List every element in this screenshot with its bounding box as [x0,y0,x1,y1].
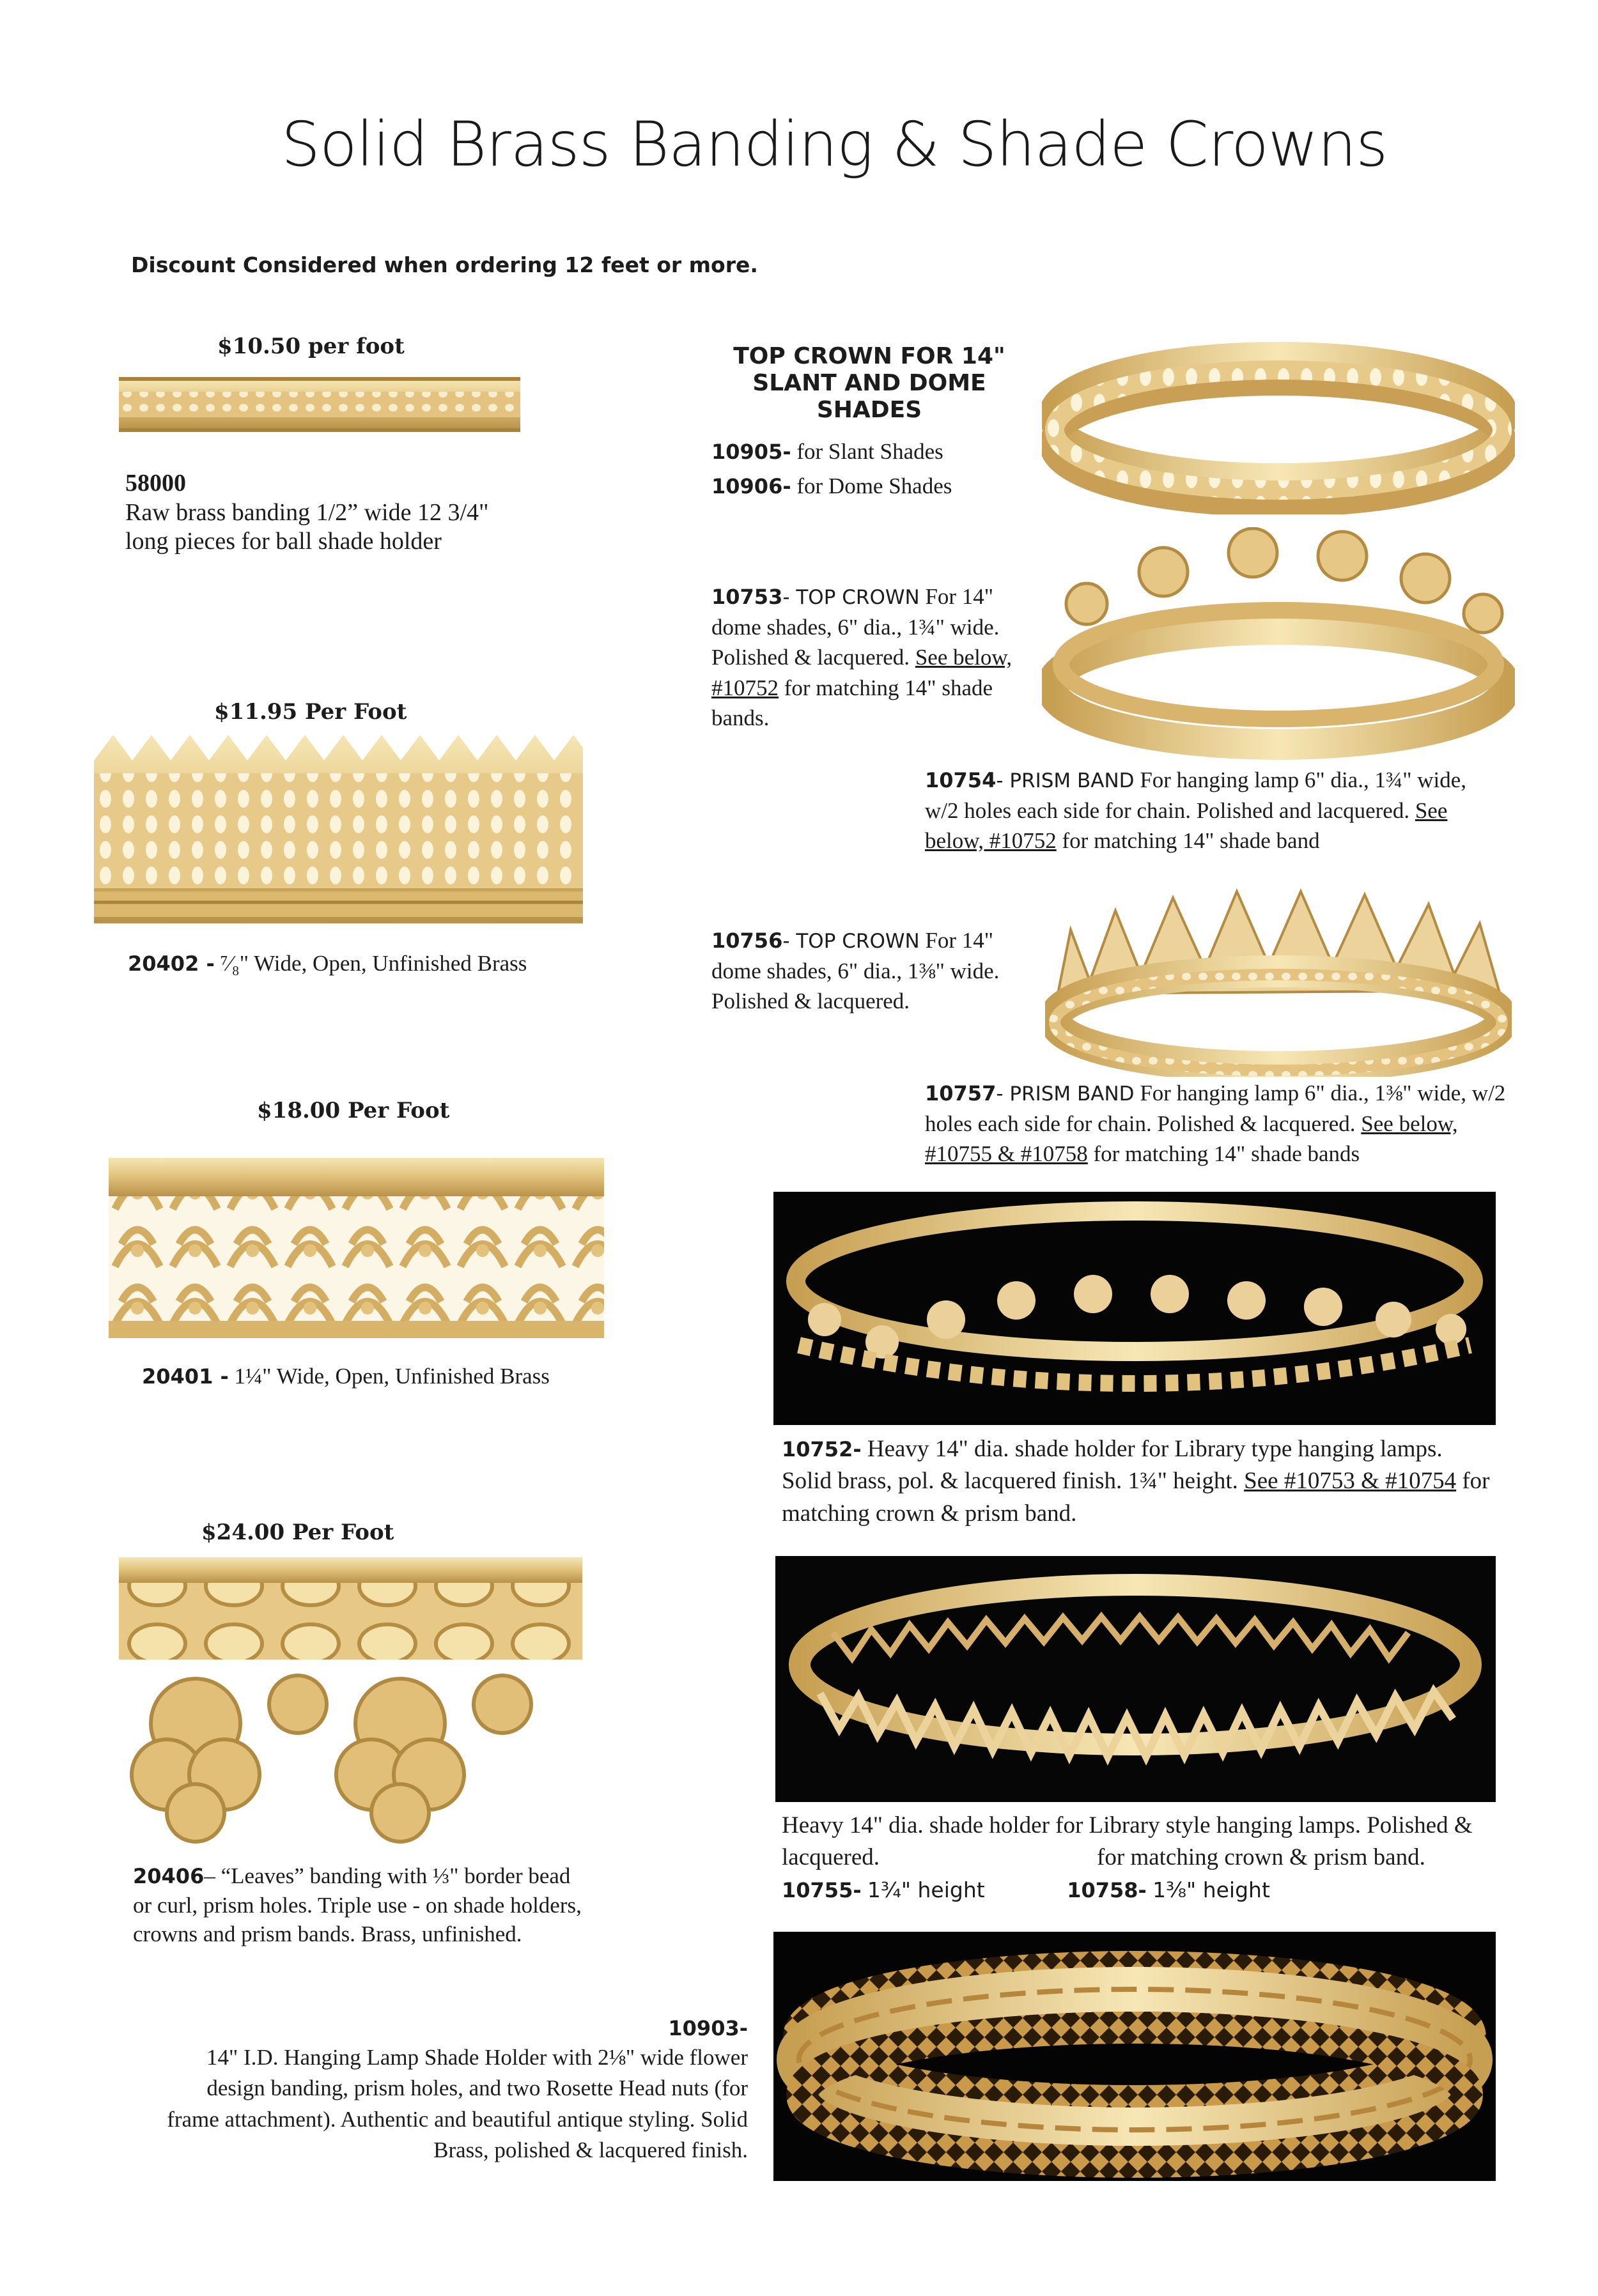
tail-10754: for matching 14" shade band [1062,828,1320,854]
desc-20406: – “Leaves” banding with ⅓" border bead or curl, prism holes. Triple use - on shade holders, crowns and prism bands. Brass, unfinished. [133,1863,582,1946]
item-10757 [925,1078,1513,1169]
sku-58000: 58000 [125,470,186,497]
desc-20401: 1¼" Wide, Open, Unfinished Brass [234,1364,550,1389]
brass-banding-photo [109,1158,604,1338]
sku-10753: 10753 [711,585,783,609]
desc-10753: For 14" dome shades, 6" dia., 1¾" wide. Polished & lacquered. [711,584,1000,670]
price-20406: $24.00 Per Foot [201,1520,394,1545]
item-10905-10906 [711,435,952,504]
desc-10905: for Slant Shades [796,439,943,464]
item-20402 [128,951,527,976]
link-10754[interactable]: See below, #10752 [925,797,1448,854]
label-10757: - PRISM BAND [996,1083,1135,1106]
sku-10906: 10906- [711,474,791,499]
discount-note: Discount Considered when ordering 12 feet or more. [131,252,758,277]
brass-banding-photo [119,1557,582,1848]
item-10755-10758 [782,1810,1498,1906]
desc2b-10755: for matching crown & prism band. [1097,1844,1425,1871]
label-10756: - TOP CROWN [782,930,920,953]
shade-holder-photo [775,1556,1496,1802]
price-20402: $11.95 Per Foot [214,699,407,725]
desc-10906: for Dome Shades [796,474,952,499]
sku-10905: 10905- [711,440,791,464]
sku-10752: 10752- [782,1437,862,1461]
item-10752 [782,1433,1491,1530]
sku-10903: 10903- [668,2016,748,2040]
brass-banding-photo [94,735,583,923]
sku-20402: 20402 - [128,952,215,976]
item-20406 [133,1861,593,1949]
sku-10758: 10758- [1067,1877,1147,1902]
desc-10752: Heavy 14" dia. shade holder for Library type hanging lamps. Solid brass, pol. & lacquered finish. 1¾" height. [782,1436,1443,1495]
brass-banding-photo [119,373,520,436]
item-58000 [125,469,534,557]
desc-10757: For hanging lamp 6" dia., 1⅜" wide, w/2 holes each side for chain. Polished & lacquered. [925,1081,1506,1136]
shade-holder-photo [773,1932,1496,2181]
shade-crown-photo [1045,885,1512,1077]
label-10754: - PRISM BAND [996,769,1135,792]
top-crown-header: TOP CROWN FOR 14" SLANT AND DOME SHADES [733,343,1005,423]
height-10758: 1⅜" height [1152,1877,1270,1902]
desc1-10755: Heavy 14" dia. shade holder for Library style hanging lamps. Polished & [782,1812,1473,1838]
desc-20402: ⁷⁄₈" Wide, Open, Unfinished Brass [220,951,527,976]
sku-10756: 10756 [711,928,783,953]
page-title: Solid Brass Banding & Shade Crowns [281,109,1388,180]
tail-10752: for matching crown & prism band. [782,1468,1490,1527]
sku-10754: 10754 [925,768,997,792]
tail-10753: for matching 14" shade bands. [711,675,993,731]
link-10757[interactable]: See below, #10755 & #10758 [925,1111,1458,1167]
price-20401: $18.00 Per Foot [257,1098,450,1123]
shade-crown-photo [1042,527,1515,760]
desc2a-10755: lacquered. [782,1844,880,1871]
desc-10754: For hanging lamp 6" dia., 1¾" wide, w/2 holes each side for chain. Polished and lacquered. [925,767,1467,823]
item-20401 [142,1364,550,1389]
item-10754 [925,765,1487,856]
link-10753[interactable]: See below, #10752 [711,645,1012,700]
label-10753: - TOP CROWN [782,586,920,609]
sku-10757: 10757 [925,1081,997,1106]
sku-20406: 20406 [133,1864,205,1888]
price-58000: $10.50 per foot [217,334,405,359]
item-10753 [711,582,1031,734]
tail-10757: for matching 14" shade bands [1093,1141,1360,1167]
desc-58000: Raw brass banding 1/2” wide 12 3/4" long pieces for ball shade holder [125,498,489,555]
link-10752[interactable]: See #10753 & #10754 [1244,1468,1457,1495]
desc-10903: 14" I.D. Hanging Lamp Shade Holder with 2⅛" wide flower design banding, prism holes, and two Rosette Head nuts (for frame attachment). Authentic and beautiful antique styling. Solid Brass, polished & lacquered finish. [167,2045,748,2163]
desc-10756: For 14" dome shades, 6" dia., 1⅜" wide. Polished & lacquered. [711,928,1000,1014]
sku-10755: 10755- [782,1877,862,1902]
item-10903 [160,2014,748,2166]
height-10755: 1¾" height [867,1877,985,1902]
sku-20401: 20401 - [142,1364,229,1389]
shade-holder-photo [773,1192,1496,1425]
shade-crown-photo [1042,339,1515,514]
item-10756 [711,925,1031,1017]
